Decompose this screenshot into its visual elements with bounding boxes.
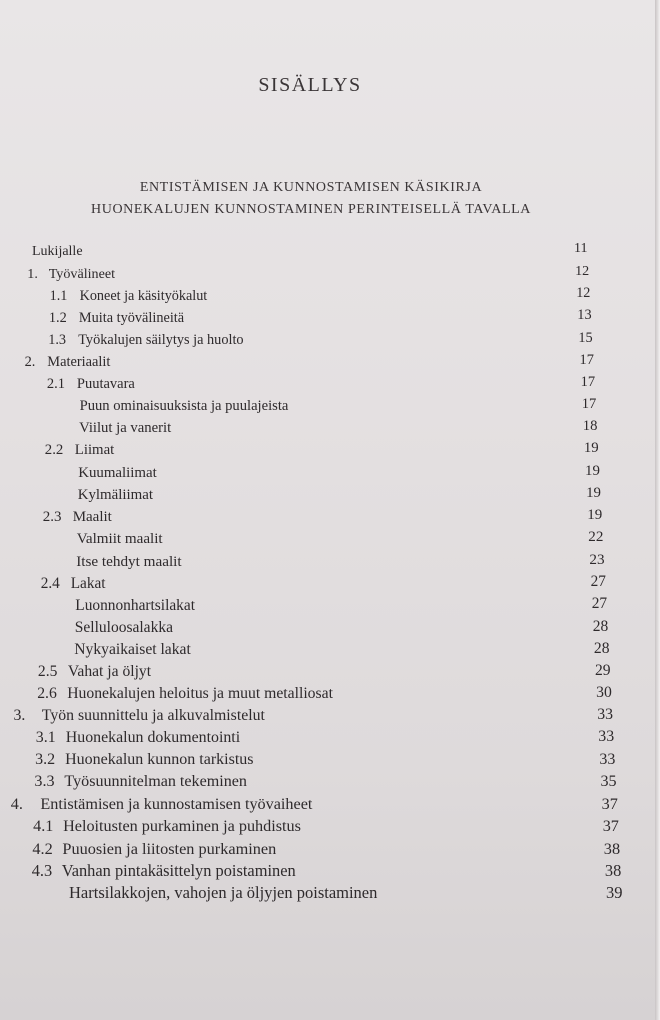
- toc-entry-page: 33: [597, 706, 613, 724]
- toc-entry-number: 2.6: [37, 685, 57, 702]
- toc-entry-number: 1.: [27, 266, 38, 283]
- toc-entry-page: 38: [604, 861, 622, 881]
- toc-entry: [0, 307, 660, 332]
- toc-entry-title: Huonekalun dokumentointi: [65, 729, 241, 747]
- toc-entry: [0, 420, 660, 442]
- toc-entry-number: 2.: [24, 354, 36, 371]
- toc-entry: [0, 531, 660, 553]
- toc-entry-number: 4.2: [32, 839, 53, 859]
- toc-entry-page: 13: [577, 307, 592, 324]
- toc-entry-title: Työvälineet: [48, 266, 116, 283]
- toc-entry-title: Työsuunnitelman tekeminen: [64, 773, 247, 791]
- page-title: SISÄLLYS: [258, 74, 362, 96]
- toc-entry-number: 2.4: [40, 574, 60, 592]
- toc-entry-title: Vanhan pintakäsittelyn poistaminen: [61, 861, 296, 881]
- toc-entry-page: 38: [603, 839, 621, 859]
- toc-entry-page: 37: [601, 794, 618, 813]
- toc-entry-page: 30: [596, 684, 612, 702]
- toc-entry-number: 2.1: [46, 376, 66, 393]
- toc-entry-title: Nykyaikaiset lakat: [74, 640, 191, 658]
- toc-entry: [0, 484, 660, 509]
- toc-entry-title: Vahat ja öljyt: [67, 662, 152, 680]
- toc-entry-page: 17: [579, 351, 594, 368]
- toc-entry: [0, 398, 660, 420]
- toc-entry: [0, 663, 660, 685]
- toc-entry-page: 17: [580, 373, 596, 390]
- toc-entry-page: 35: [600, 772, 617, 790]
- book-title-line-2: HUONEKALUJEN KUNNOSTAMINEN PERINTEISELLÄ TAVALLA: [91, 202, 531, 217]
- toc-entry: [0, 241, 660, 266]
- toc-entry-number: 3.1: [35, 729, 56, 747]
- toc-entry-title: Puutavara: [76, 376, 135, 393]
- toc-entry-number: 1.2: [48, 310, 67, 327]
- toc-entry-number: 4.1: [33, 817, 54, 836]
- toc-entry: [0, 641, 660, 663]
- book-title-line-1: ENTISTÄMISEN JA KUNNOSTAMISEN KÄSIKIRJA: [139, 180, 483, 195]
- toc-entry: [0, 619, 660, 641]
- toc-entry: [0, 373, 660, 398]
- toc-entry-title: Kylmäliimat: [77, 486, 153, 503]
- toc-entry-number: 4.: [10, 795, 23, 814]
- toc-entry-title: Huonekalun kunnon tarkistus: [65, 751, 254, 769]
- toc-entry-page: 37: [602, 817, 619, 835]
- toc-entry: [0, 839, 660, 861]
- toc-entry-page: 39: [606, 883, 623, 903]
- toc-entry-page: 17: [581, 396, 597, 413]
- toc-entry-number: 3.2: [35, 751, 56, 769]
- toc-entry: [0, 707, 660, 729]
- toc-entry-number: 1.1: [49, 288, 68, 305]
- toc-entry-title: Koneet ja käsityökalut: [79, 288, 208, 305]
- toc-entry-title: Heloitusten purkaminen ja puhdistus: [63, 817, 301, 836]
- toc-entry-page: 33: [599, 750, 616, 768]
- toc-entry-number: 1.3: [48, 332, 67, 349]
- toc-entry-title: Hartsilakkojen, vahojen ja öljyjen poistaminen: [69, 883, 378, 903]
- toc-entry: [0, 553, 660, 575]
- toc-entry-page: 19: [585, 462, 600, 479]
- toc-entry-page: 29: [595, 661, 611, 679]
- toc-entry-page: 23: [589, 551, 605, 569]
- toc-entry-title: Puuosien ja liitosten purkaminen: [62, 839, 277, 859]
- toc-entry-page: 12: [575, 263, 590, 280]
- toc-entry-title: Entistämisen ja kunnostamisen työvaiheet: [40, 795, 313, 814]
- toc-entry: [0, 597, 660, 619]
- toc-entry-page: 28: [593, 639, 610, 657]
- toc-entry-number: 2.5: [37, 662, 58, 680]
- toc-entry: [0, 729, 660, 751]
- toc-entry-page: 22: [588, 529, 604, 545]
- toc-entry-title: Valmiit maalit: [76, 530, 163, 547]
- toc-entry: [0, 883, 660, 905]
- toc-entry-title: Muita työvälineitä: [78, 310, 185, 327]
- toc-entry-page: 28: [592, 617, 609, 635]
- toc-entry-page: 19: [583, 440, 599, 457]
- toc-entry-title: Viilut ja vanerit: [79, 420, 172, 437]
- toc-entry-page: 15: [578, 329, 593, 346]
- toc-entry-number: 3.: [13, 707, 26, 725]
- toc-entry-page: 27: [591, 595, 608, 613]
- toc-entry: [0, 462, 660, 487]
- toc-entry-title: Työkalujen säilytys ja huolto: [78, 332, 244, 349]
- toc-entry: [0, 795, 660, 817]
- toc-entry-title: Työn suunnittelu ja alkuvalmistelut: [41, 707, 265, 725]
- toc-entry: [0, 263, 660, 288]
- toc-entry: [0, 685, 660, 707]
- toc-entry-title: Itse tehdyt maalit: [76, 552, 182, 570]
- toc-entry-title: Lukijalle: [32, 244, 83, 259]
- toc-entry-page: 11: [574, 241, 588, 256]
- toc-entry-page: 19: [586, 484, 601, 501]
- toc-entry-title: Lakat: [70, 574, 106, 592]
- toc-entry: [0, 506, 660, 531]
- toc-entry: [0, 351, 660, 376]
- toc-entry-number: 4.3: [31, 861, 53, 881]
- toc-entry-number: 3.3: [34, 773, 55, 791]
- toc-entry: [0, 442, 660, 464]
- toc-entry-title: Selluloosalakka: [74, 618, 173, 636]
- toc-entry: [0, 861, 660, 883]
- toc-entry-title: Liimat: [74, 442, 115, 459]
- toc-entry-title: Puun ominaisuuksista ja puulajeista: [79, 398, 289, 415]
- toc-entry: [0, 329, 660, 354]
- toc-entry-title: Huonekalujen heloitus ja muut metalliosat: [67, 685, 333, 702]
- toc-entry-title: Luonnonhartsilakat: [75, 596, 195, 614]
- toc-entry-title: Materiaalit: [47, 354, 111, 371]
- toc-entry-number: 2.3: [42, 508, 62, 525]
- toc-entry-title: Maalit: [72, 508, 112, 525]
- toc-entry-title: Kuumaliimat: [78, 464, 157, 481]
- toc-entry-number: 2.2: [44, 442, 64, 459]
- toc-entry: [0, 575, 660, 597]
- toc-entry-page: 33: [598, 728, 615, 746]
- toc-entry-page: 12: [576, 285, 591, 302]
- toc-entry: [0, 773, 660, 795]
- toc-entry-page: 19: [587, 506, 603, 523]
- toc-entry: [0, 285, 660, 310]
- toc-entry-page: 18: [582, 418, 598, 435]
- toc-entry-page: 27: [590, 573, 606, 591]
- toc-entry: [0, 817, 660, 839]
- toc-entry: [0, 751, 660, 773]
